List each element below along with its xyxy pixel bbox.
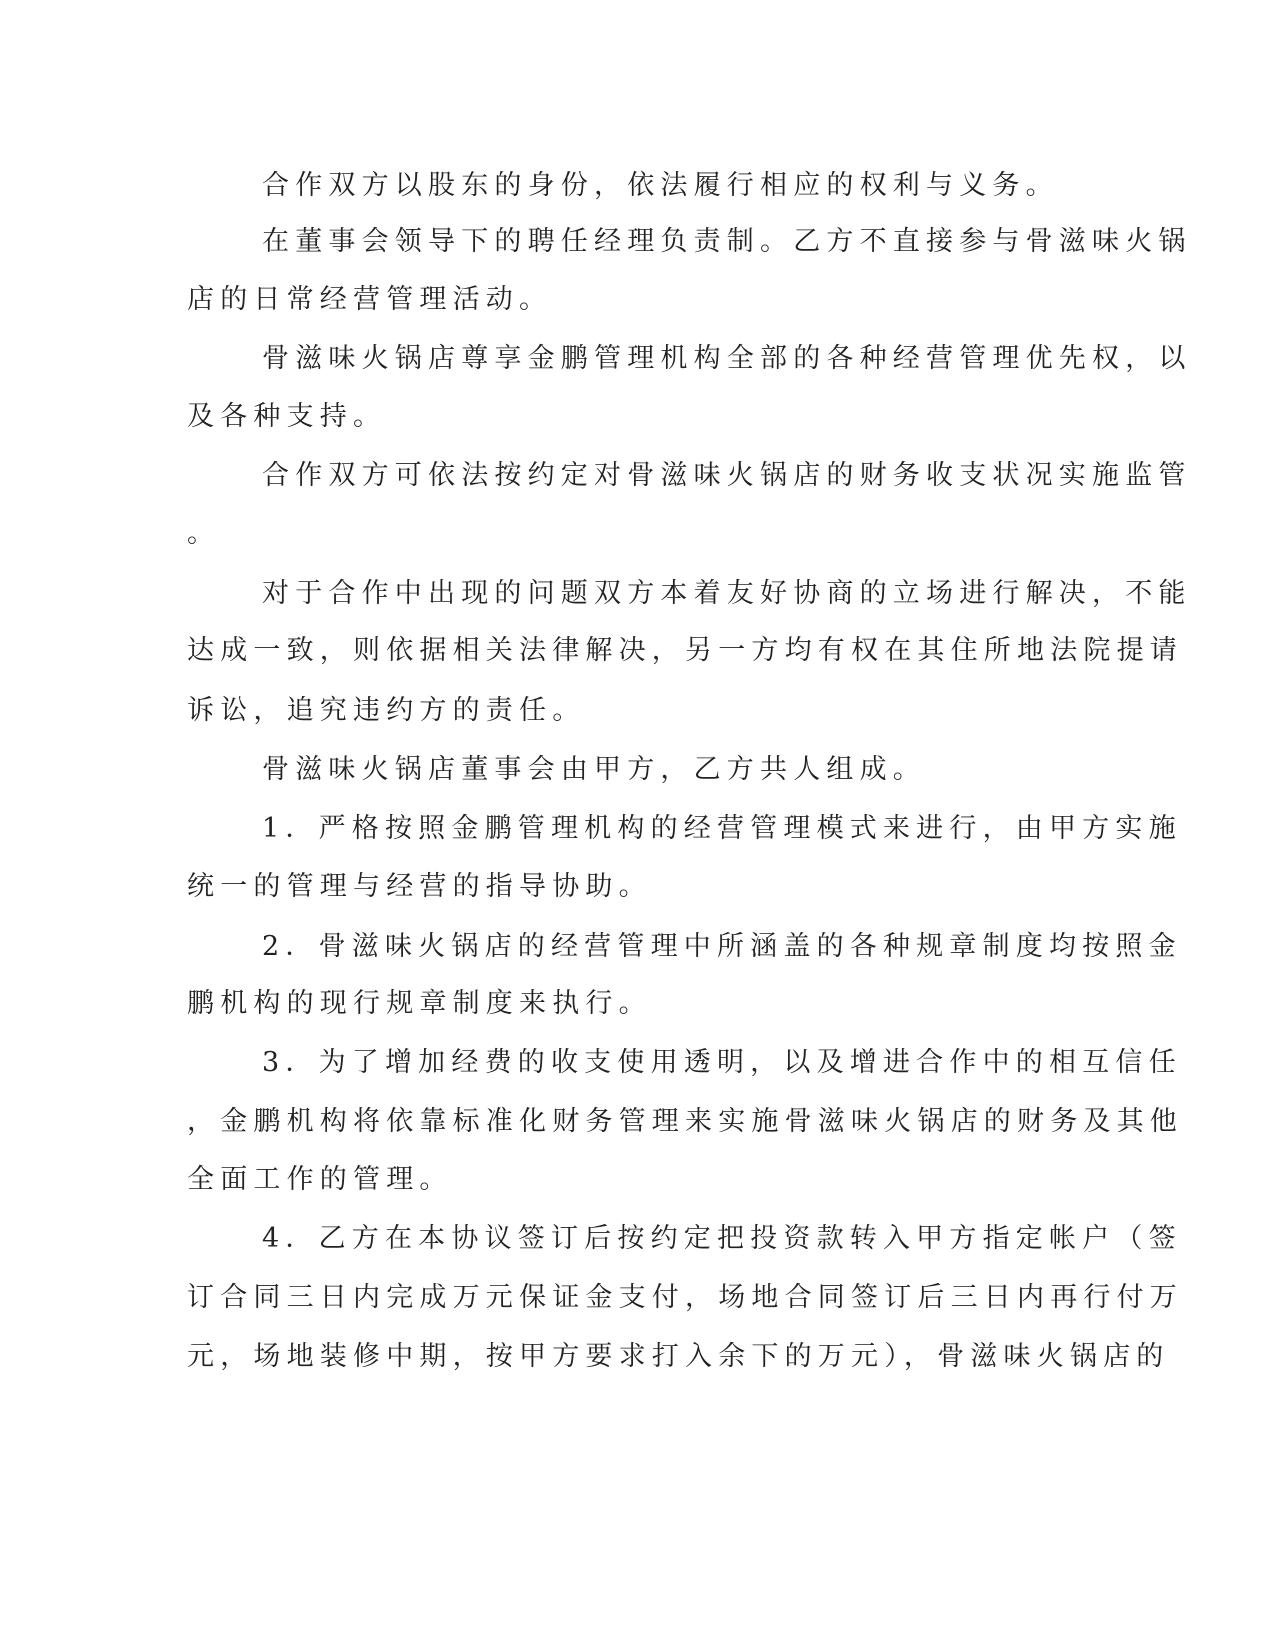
paragraph-line: 诉讼，追究违约方的责任。 <box>187 695 586 726</box>
list-item-line: 3．为了增加经费的收支使用透明，以及增进合作中的相互信任 <box>262 1047 1182 1078</box>
list-item-line: 1．严格按照金鹏管理机构的经营管理模式来进行，由甲方实施 <box>262 813 1182 844</box>
list-item-line: ，金鹏机构将依靠标准化财务管理来实施骨滋味火锅店的财务及其他 <box>187 1106 1183 1137</box>
paragraph-line: 及各种支持。 <box>187 401 387 432</box>
list-item-line: 全面工作的管理。 <box>187 1164 453 1195</box>
list-item-line: 元，场地装修中期，按甲方要求打入余下的万元），骨滋味火锅店的 <box>187 1341 1170 1372</box>
list-item-line: 鹏机构的现行规章制度来执行。 <box>187 988 652 1019</box>
paragraph-line: 在董事会领导下的聘任经理负责制。乙方不直接参与骨滋味火锅 <box>262 226 1192 257</box>
paragraph-line: 店的日常经营管理活动。 <box>187 284 553 315</box>
paragraph-line: 合作双方可依法按约定对骨滋味火锅店的财务收支状况实施监管 <box>262 460 1192 491</box>
paragraph-line: 合作双方以股东的身份，依法履行相应的权利与义务。 <box>262 170 1059 201</box>
list-item-line: 2．骨滋味火锅店的经营管理中所涵盖的各种规章制度均按照金 <box>262 931 1182 962</box>
paragraph-line: 。 <box>187 518 221 549</box>
list-item-line: 统一的管理与经营的指导协助。 <box>187 871 652 902</box>
paragraph-line: 对于合作中出现的问题双方本着友好协商的立场进行解决，不能 <box>262 578 1192 609</box>
paragraph-line: 骨滋味火锅店董事会由甲方，乙方共人组成。 <box>262 754 926 785</box>
list-item-line: 订合同三日内完成万元保证金支付，场地合同签订后三日内再行付万 <box>187 1282 1183 1313</box>
paragraph-line: 骨滋味火锅店尊享金鹏管理机构全部的各种经营管理优先权，以 <box>262 343 1192 374</box>
list-item-line: 4．乙方在本协议签订后按约定把投资款转入甲方指定帐户（签 <box>262 1223 1182 1254</box>
paragraph-line: 达成一致，则依据相关法律解决，另一方均有权在其住所地法院提请 <box>187 635 1183 666</box>
